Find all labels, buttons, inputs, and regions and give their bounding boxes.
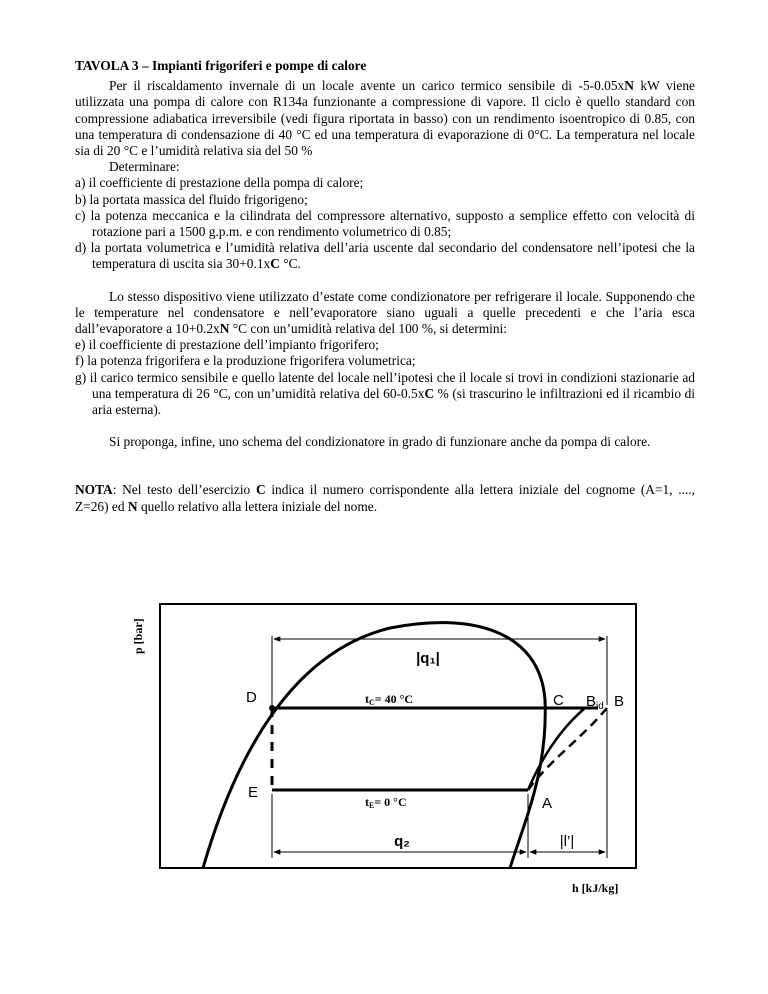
nota-paragraph: NOTA: Nel testo dell’esercizio C indica il numero corrispondente alla lettera iniziale del cognome (A=1, ...., Z=26) ed N quello relativo alla lettera iniziale del nome. [75,482,695,514]
determinare-label: Determinare: [109,159,180,175]
point-c-label: C [553,692,564,709]
te-label: tE= 0 °C [365,795,407,810]
q1-label: |q₁| [416,650,440,667]
list-item: d) la portata volumetrica e l’umidità relativa dell’aria uscente dal secondario del condensatore nell’ipotesi che la temperatura di uscita sia 30+0.1xC °C. [75,240,695,272]
page-title: TAVOLA 3 – Impianti frigoriferi e pompe di calore [75,58,367,73]
y-axis-label: p [bar] [131,618,145,654]
summer-paragraph: Lo stesso dispositivo viene utilizzato d’estate come condizionatore per refrigerare il locale. Supponendo che le temperature nel condensatore e nell’evaporatore siano uguali a quelle precedenti e che l’aria esca dall’evaporatore a 10+0.2xN °C con un’umidità relativa del 100 %, si determini: [75,288,695,337]
point-b-label: B [614,693,625,710]
plot-frame [160,604,636,868]
final-paragraph: Si proponga, infine, uno schema del condizionatore in grado di funzionare anche da pompa di calore. [109,434,651,450]
list-item: f) la potenza frigorifera e la produzione frigorifera volumetrica; [75,353,416,369]
x-axis-label: h [kJ/kg] [572,881,619,895]
point-d-label: D [246,689,257,706]
list-item: g) il carico termico sensibile e quello latente del locale nell’ipotesi che il locale si trovi in condizioni stazionarie ad una temperatura di 26 °C, con un’umidità relativa del 60-0.5xC % (si trascurino le infiltrazioni ed il ricambio di aria esterna). [75,369,695,418]
list-item: c) la potenza meccanica e la cilindrata del compressore alternativo, supposto a semplice effetto con velocità di rotazione pari a 1500 g.p.m. e con rendimento volumetrico di 0.85; [75,207,695,240]
q2-label: q₂ [394,833,410,850]
point-bid-label: $B_{id}$ [586,693,604,712]
list-item: e) il coefficiente di prestazione dell’impianto frigorifero; [75,337,379,353]
tc-label: tC= 40 °C [365,692,414,707]
list-item: b) la portata massica del fluido frigorigeno; [75,191,308,207]
real-compression-curve [528,708,607,790]
intro-paragraph: Per il riscaldamento invernale di un locale avente un carico termico sensibile di -5-0.05xN kW viene utilizzata una pompa di calore con R134a funzionante a compressione di vapore. Il ciclo è quello standard con compressione adiabatica irreversibile (vedi figura riportata in basso) con un rendimento isoentropico di 0.85, con una temperatura di condensazione di 40 °C ed una temperatura di evaporazione di 0°C. La temperatura nel locale sia di 20 °C e l’umidità relativa sia del 50 % [75,78,695,159]
saturation-dome [203,623,545,868]
point-e-label: E [248,784,259,801]
point-d [269,705,275,711]
point-a-label: A [542,795,553,812]
list-item: a) il coefficiente di prestazione della pompa di calore; [75,175,364,191]
l-label: |l’| [559,833,575,850]
